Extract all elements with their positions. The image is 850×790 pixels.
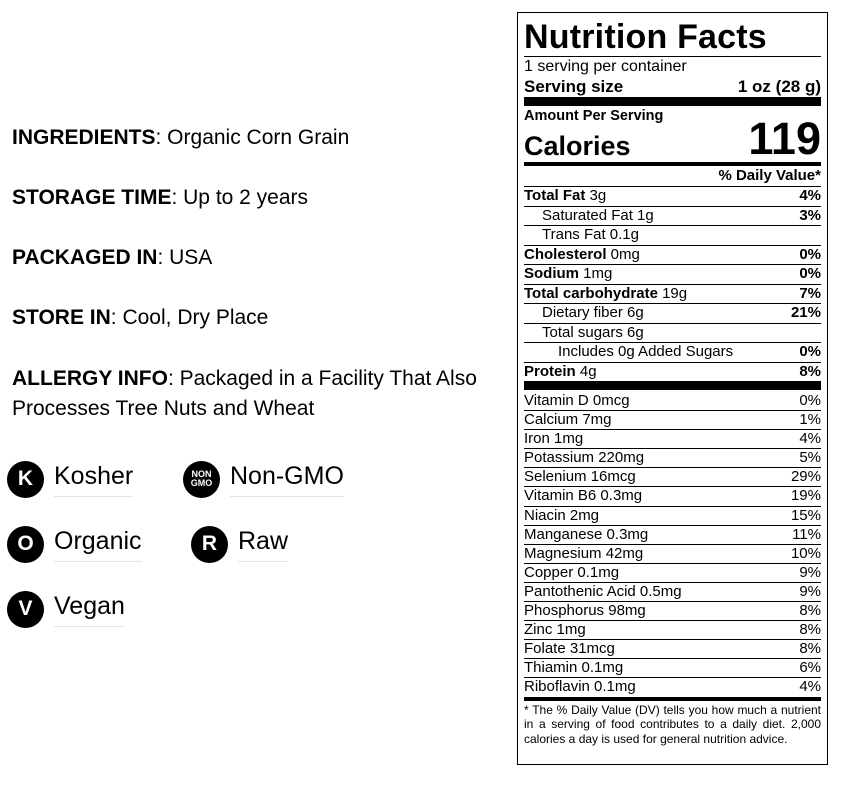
nutrient-row-added-sugars: Includes 0g Added Sugars 0% [524, 342, 821, 362]
nutrient-row-total-sugars: Total sugars 6g [524, 323, 821, 343]
vitamin-row [524, 601, 821, 620]
vitamin-pct: 9% [799, 582, 821, 600]
ingredients-label: INGREDIENTS [12, 126, 156, 149]
amount-per-serving: Amount Per Serving [524, 108, 664, 124]
kosher-icon: K [7, 461, 44, 498]
ingredients-value: : Organic Corn Grain [155, 126, 350, 149]
vitamin-pct: 4% [799, 430, 821, 448]
allergy-info-line [12, 364, 512, 424]
nutrient-row-saturated-fat: Saturated Fat 1g 3% [524, 206, 821, 226]
vitamin-pct: 10% [790, 544, 821, 562]
vitamin-row [524, 486, 821, 505]
organic-icon: O [7, 526, 44, 563]
store-in-line [12, 303, 268, 333]
raw-label: Raw [238, 527, 288, 562]
vitamin-name: Folate 31mcg [524, 640, 615, 658]
vitamin-name: Vitamin D 0mcg [524, 392, 630, 409]
vitamin-name: Vitamin B6 0.3mg [524, 487, 643, 505]
vitamin-pct: 8% [799, 621, 821, 639]
servings-per-container: 1 serving per container [524, 58, 687, 75]
vitamin-row [524, 525, 821, 544]
nutrient-row-total-fat: Total Fat 3g 4% [524, 187, 821, 204]
vegan-icon: V [7, 591, 44, 628]
vitamin-name: Thiamin 0.1mg [524, 659, 624, 677]
vitamin-row [524, 429, 821, 448]
vitamin-pct: 5% [799, 449, 821, 467]
vitamin-name: Selenium 16mcg [524, 468, 636, 486]
non-gmo-badge [183, 459, 344, 499]
storage-time-label: STORAGE TIME [12, 186, 172, 209]
vitamin-name: Riboflavin 0.1mg [524, 678, 636, 696]
non-gmo-label: Non-GMO [230, 462, 344, 497]
store-in-label: STORE IN [12, 306, 111, 329]
raw-badge [191, 524, 288, 564]
vitamin-name: Manganese 0.3mg [524, 525, 649, 543]
nutrient-row-total-carbohydrate: Total carbohydrate 19g 7% [524, 284, 821, 302]
vitamin-pct: 8% [799, 640, 821, 658]
vitamin-name: Phosphorus 98mg [524, 602, 646, 620]
organic-label: Organic [54, 527, 142, 562]
vitamin-row [524, 392, 821, 410]
vitamin-row [524, 544, 821, 563]
daily-value-header: % Daily Value* [718, 167, 821, 184]
vitamin-name: Potassium 220mg [524, 449, 645, 467]
ingredients-line [12, 123, 349, 153]
nutrient-row-protein: Protein 4g 8% [524, 362, 821, 380]
vitamin-row [524, 467, 821, 486]
storage-time-line [12, 183, 308, 213]
vitamin-name: Zinc 1mg [524, 621, 586, 639]
vitamin-row [524, 677, 821, 696]
allergy-info-value: : Packaged in a Facility That Also Processes Tree Nuts and Wheat [12, 367, 477, 420]
serving-size-value: 1 oz (28 g) [737, 77, 821, 96]
vitamin-pct: 15% [790, 506, 821, 524]
vitamin-row [524, 620, 821, 639]
vitamin-pct: 8% [799, 602, 821, 620]
vitamin-pct: 6% [799, 659, 821, 677]
calories-value: 119 [748, 113, 821, 164]
vitamin-name: Niacin 2mg [524, 506, 600, 524]
nutrient-row-sodium: Sodium 1mg 0% [524, 265, 821, 282]
vitamin-row [524, 639, 821, 658]
vegan-badge [7, 589, 125, 629]
vitamin-pct: 29% [790, 468, 821, 486]
packaged-in-label: PACKAGED IN [12, 246, 158, 269]
packaged-in-value: : USA [157, 246, 213, 269]
vitamin-row [524, 658, 821, 677]
vitamin-name: Magnesium 42mg [524, 544, 644, 562]
nutrient-row-dietary-fiber: Dietary fiber 6g 21% [524, 303, 821, 323]
non-gmo-icon: NON GMO [183, 461, 220, 498]
nutrient-row-cholesterol: Cholesterol 0mg 0% [524, 245, 821, 263]
organic-badge [7, 524, 142, 564]
vitamin-pct: 11% [792, 525, 821, 543]
vitamins-minerals-list [524, 392, 821, 697]
vitamin-pct: 19% [790, 487, 821, 505]
calories-label: Calories [524, 131, 631, 161]
vitamin-name: Copper 0.1mg [524, 563, 620, 581]
vitamin-pct: 4% [799, 678, 821, 696]
vitamin-row [524, 506, 821, 525]
vitamin-row [524, 563, 821, 582]
vitamin-row [524, 410, 821, 429]
raw-icon: R [191, 526, 228, 563]
packaged-in-line [12, 243, 212, 273]
vitamin-pct: 9% [799, 563, 821, 581]
vitamin-name: Calcium 7mg [524, 411, 612, 429]
vitamin-row [524, 448, 821, 467]
vitamin-name: Pantothenic Acid 0.5mg [524, 582, 682, 600]
serving-size-row [524, 76, 821, 97]
kosher-badge [7, 459, 133, 499]
serving-size-label: Serving size [524, 77, 624, 96]
nutrition-facts-label [517, 12, 828, 765]
vitamin-pct: 1% [799, 411, 821, 429]
daily-value-footnote: * The % Daily Value (DV) tells you how much a nutrient in a serving of food contributes to a daily diet. 2,000 calories a day is used for general nutrition advice. [524, 702, 821, 746]
allergy-info-label: ALLERGY INFO [12, 367, 168, 390]
vitamin-name: Iron 1mg [524, 430, 584, 448]
nutrient-row-trans-fat: Trans Fat 0.1g [524, 225, 821, 245]
vitamin-row [524, 582, 821, 601]
kosher-label: Kosher [54, 462, 133, 497]
vitamin-pct: 0% [799, 392, 821, 409]
nutrition-title: Nutrition Facts [524, 18, 767, 56]
storage-time-value: : Up to 2 years [171, 186, 309, 209]
vegan-label: Vegan [54, 592, 125, 627]
store-in-value: : Cool, Dry Place [110, 306, 269, 329]
